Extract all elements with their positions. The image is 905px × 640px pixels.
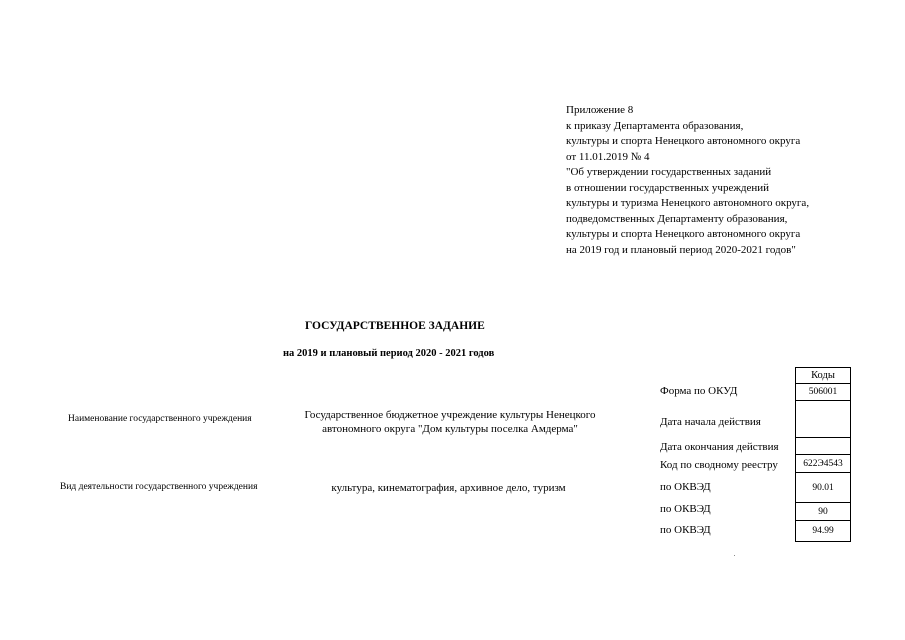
okud-value: 506001 [795,383,851,401]
start-date-value [795,400,851,438]
appendix-line: от 11.01.2019 № 4 [566,150,650,163]
appendix-line: к приказу Департамента образования, [566,119,744,132]
activity-label: Вид деятельности государственного учреждения [60,482,258,492]
appendix-header [566,103,866,258]
appendix-line: "Об утверждении государственных заданий [566,166,772,178]
activity-value: культура, кинематография, архивное дело, туризм [331,482,566,494]
end-date-value [795,437,851,455]
okud-label: Форма по ОКУД [660,385,738,397]
document-period: на 2019 и плановый период 2020 - 2021 годов [283,348,495,359]
registry-value: 622Э4543 [795,454,851,473]
okved-value: 90 [795,502,851,521]
okved-label: по ОКВЭД [660,481,711,493]
institution-label: Наименование государственного учреждения [68,414,252,424]
speck [734,555,735,556]
appendix-line: культуры и спорта Ненецкого автономного округа [566,228,801,240]
registry-label: Код по сводному реестру [660,459,778,471]
appendix-line: в отношении государственных учреждений [566,181,770,194]
codes-header: Коды [795,367,851,384]
appendix-line: культуры и спорта Ненецкого автономного округа [566,135,801,147]
appendix-line: на 2019 год и плановый период 2020-2021 годов" [566,243,796,256]
appendix-line: Приложение 8 [566,104,634,116]
okved-label: по ОКВЭД [660,524,711,536]
okved-value: 94.99 [795,520,851,542]
end-date-label: Дата окончания действия [660,441,779,453]
okved-value: 90.01 [795,472,851,503]
appendix-line: культуры и туризма Ненецкого автономного округа, [566,197,810,209]
institution-value: Государственное бюджетное учреждение культуры Ненецкого автономного округа "Дом культуры поселка Амдерма" [304,409,596,435]
appendix-line: подведомственных Департаменту образования, [566,212,788,225]
document-title: ГОСУДАРСТВЕННОЕ ЗАДАНИЕ [305,320,485,332]
start-date-label: Дата начала действия [660,416,761,428]
okved-label: по ОКВЭД [660,503,711,515]
